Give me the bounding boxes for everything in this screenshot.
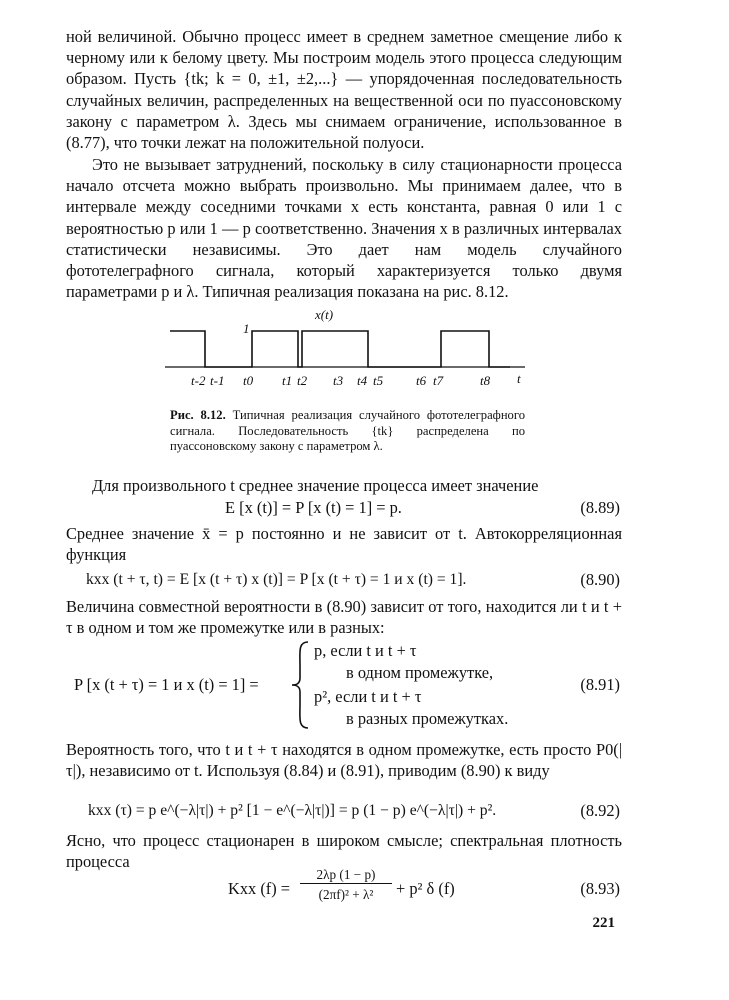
paragraph-3: Для произвольного t среднее значение процесса имеет значение	[92, 476, 539, 495]
figure-function-label: x(t)	[315, 307, 334, 322]
figure-tick-label: t6	[416, 373, 427, 388]
figure-tick-label: t2	[297, 373, 308, 388]
paragraph-2: Это не вызывает затруднений, поскольку в силу стационарности процесса начало отсчета можно выбрать произвольно. Мы принимаем далее, что в интервале между соседними точками x есть константа, равная 0 или 1 с вероятностью p или 1 — p соответственно. Значения x в различных интервалах статистически независимы. Это дает нам модель случайного фототелеграфного сигнала, который характеризуется только двумя параметрами p и λ. Типичная реализация показана на рис. 8.12.	[66, 155, 622, 302]
figure-level-label: 1	[243, 321, 250, 336]
figure-axis-label: t	[517, 371, 521, 386]
left-brace	[290, 640, 312, 730]
figure-caption-label: Рис. 8.12.	[170, 408, 226, 422]
figure-tick-label: t-2	[191, 373, 206, 388]
figure-tick-label: t5	[373, 373, 384, 388]
equation-8-93-lhs: Kxx (f) =	[228, 879, 291, 898]
figure-tick-label: t3	[333, 373, 344, 388]
figure-tick-label: t4	[357, 373, 368, 388]
equation-8-91-case-1-cont: в одном промежутке,	[346, 663, 494, 682]
equation-number: (8.93)	[580, 879, 620, 898]
paragraph-5: Величина совместной вероятности в (8.90) зависит от того, находится ли t и t + τ в одном и том же промежутке или в разных:	[66, 597, 622, 638]
equation-8-93-rhs: + p² δ (f)	[396, 879, 455, 898]
equation-8-91-lhs: P [x (t + τ) = 1 и x (t) = 1] =	[74, 675, 259, 694]
figure-tick-label: t7	[433, 373, 444, 388]
equation-number: (8.91)	[580, 675, 620, 694]
paragraph-4: Среднее значение x̄ = p постоянно и не зависит от t. Автокорреляционная функция	[66, 524, 622, 565]
equation-8-93-denominator: (2πf)² + λ²	[318, 887, 374, 902]
paragraph-7: Ясно, что процесс стационарен в широком смысле; спектральная плотность процесса	[66, 831, 622, 872]
equation-8-93-numerator: 2λp (1 − p)	[300, 866, 392, 884]
figure-signal-trace	[170, 331, 510, 367]
equation-8-89: E [x (t)] = P [x (t) = 1] = p.	[225, 498, 402, 517]
paragraph-6: Вероятность того, что t и t + τ находятся в одном промежутке, есть просто P0(|τ|), независимо от t. Используя (8.84) и (8.91), приводим (8.90) к виду	[66, 740, 622, 781]
figure-tick-label: t0	[243, 373, 254, 388]
figure-tick-label: t1	[282, 373, 293, 388]
equation-8-90: kxx (t + τ, t) = E [x (t + τ) x (t)] = P [x (t + τ) = 1 и x (t) = 1].	[86, 571, 467, 588]
equation-8-92: kxx (τ) = p e^(−λ|τ|) + p² [1 − e^(−λ|τ|)] = p (1 − p) e^(−λ|τ|) + p².	[88, 802, 497, 819]
equation-number: (8.92)	[580, 801, 620, 820]
equation-8-91-case-2: p², если t и t + τ	[314, 687, 422, 706]
equation-8-91-case-1: p, если t и t + τ	[314, 641, 417, 660]
equation-number: (8.89)	[580, 498, 620, 517]
figure-caption: Рис. 8.12. Типичная реализация случайного фототелеграфного сигнала. Последовательность {tk} распределена по пуассоновскому закону с параметром λ.	[170, 408, 526, 453]
equation-number: (8.90)	[580, 570, 620, 589]
figure-tick-label: t8	[480, 373, 491, 388]
paragraph-1: ной величиной. Обычно процесс имеет в среднем заметное смещение либо к черному или к белому цвету. Мы построим модель этого процесса следующим образом. Пусть {tk; k = 0, ±1, ±2,...} — упорядоченная последовательность случайных величин, распределенных на вещественной оси по пуассоновскому закону с параметром λ. Здесь мы снимаем ограничение, использованное в (8.77), что точки лежат на положительной полуоси.	[66, 27, 622, 153]
figure-tick-label: t-1	[210, 373, 225, 388]
equation-8-91-case-2-cont: в разных промежутках.	[346, 709, 509, 728]
page-number: 221	[592, 915, 615, 931]
figure-8-12-telegraph-signal	[165, 305, 535, 400]
